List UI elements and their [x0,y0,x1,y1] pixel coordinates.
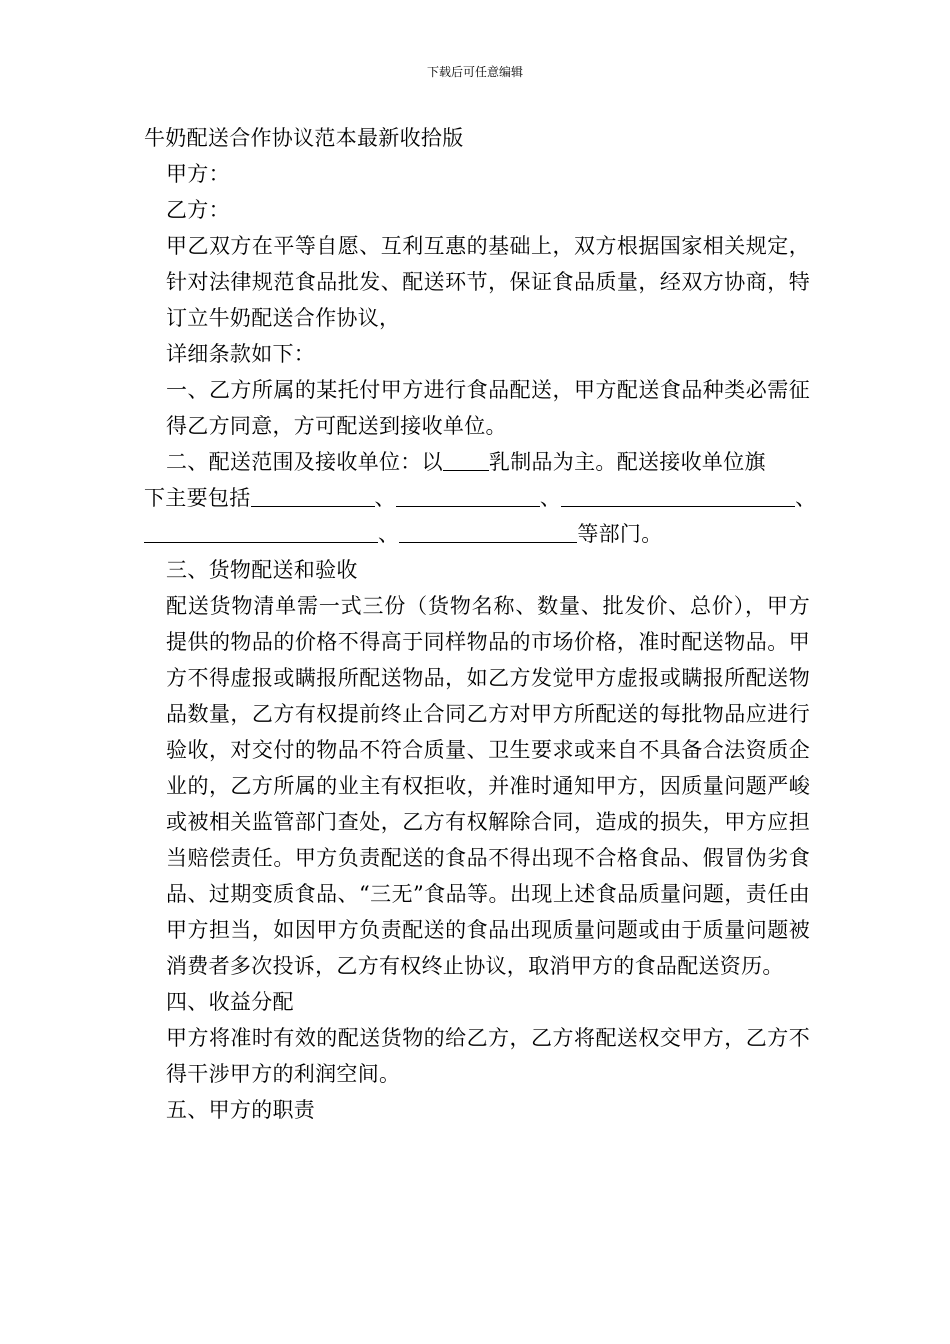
document-title: 牛奶配送合作协议范本最新收拾版 [144,126,464,150]
separator: 、 [795,486,817,510]
section-4-heading: 四、收益分配 [166,990,294,1014]
section-3-body: 配送货物清单需一式三份（货物名称、数量、批发价、总价），甲方提供的物品的价格不得高于同样物品的市场价格，准时配送物品。甲方不得虚报或瞒报所配送物品，如乙方发觉甲方虚报或瞒报所配送物品数量，乙方有权提前终止合同乙方对甲方所配送的每批物品应进行验收，对交付的物品不符合质量、卫生要求或来自不具备合法资质企业的，乙方所属的业主有权拒收，并准时通知甲方，因质量问题严峻或被相关监管部门查处，乙方有权解除合同，造成的损失，甲方应担当赔偿责任。甲方负责配送的食品不得出现不合格食品、假冒伪劣食品、过期变质食品、“三无”食品等。出现上述食品质量问题，责任由甲方担当，如因甲方负责配送的食品出现质量问题或由于质量问题被消费者多次投诉，乙方有权终止协议，取消甲方的食品配送资历。 [166,594,810,978]
clause-2-end: 等部门。 [577,522,663,546]
clause-2-text-a: 二、配送范围及接收单位：以 [166,450,443,474]
fill-blank-unit-3 [561,484,795,507]
clause-2 [144,444,817,552]
section-5-heading: 五、甲方的职责 [166,1098,316,1122]
clause-2-line-3 [144,516,810,552]
fill-blank-product [443,448,489,471]
clause-2-text-b: 乳制品为主。配送接收单位旗 [488,450,766,474]
party-a-line: 甲方： [166,162,230,186]
party-b-line: 乙方： [166,198,230,222]
intro-paragraph: 甲乙双方在平等自愿、互利互惠的基础上，双方根据国家相关规定，针对法律规范食品批发、配送环节，保证食品质量，经双方协商，特订立牛奶配送合作协议， [166,234,810,330]
fill-blank-unit-1 [251,484,375,507]
fill-blank-unit-4 [144,520,378,543]
section-4-body: 甲方将准时有效的配送货物的给乙方，乙方将配送权交甲方，乙方不得干涉甲方的利润空间。 [166,1026,810,1086]
document-body [144,120,817,1128]
page-header-note: 下载后可任意编辑 [426,65,523,79]
section-3-heading: 三、货物配送和验收 [166,558,358,582]
separator: 、 [539,486,562,510]
terms-heading: 详细条款如下： [166,342,316,366]
fill-blank-unit-5 [399,520,577,543]
separator: 、 [378,522,400,546]
fill-blank-unit-2 [396,484,540,507]
clause-1: 一、乙方所属的某托付甲方进行食品配送，甲方配送食品种类必需征得乙方同意，方可配送到接收单位。 [166,378,810,438]
clause-2-line-1 [144,444,810,480]
clause-2-line-2 [144,480,817,516]
separator: 、 [374,486,396,510]
clause-2-text-c: 下主要包括 [144,486,251,510]
